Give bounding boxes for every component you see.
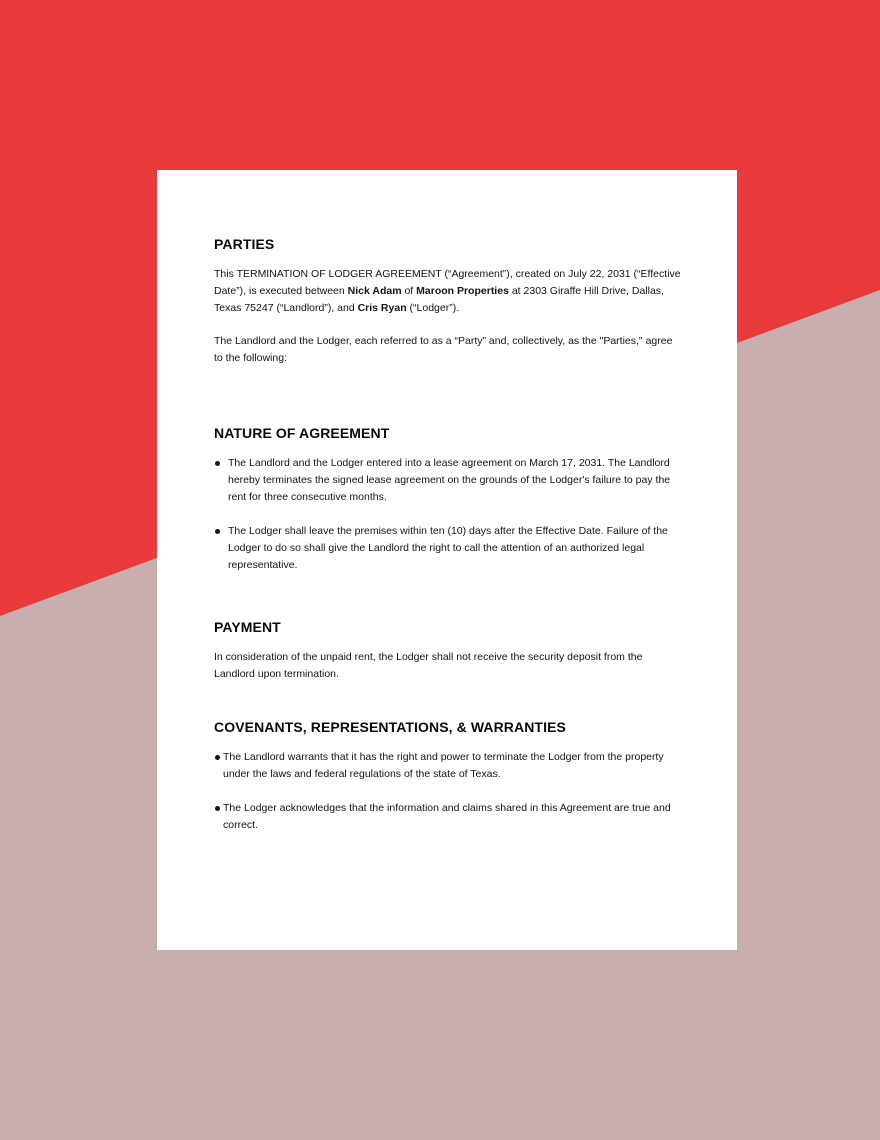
list-item: The Landlord and the Lodger entered into a lease agreement on March 17, 2031. The Landlord hereby terminates the signed lease agreement on the grounds of the Lodger's failure to pay the rent for three consecutive months.: [214, 455, 681, 506]
bullet-icon: [215, 461, 220, 466]
parties-heading: PARTIES: [214, 236, 275, 252]
company-name: Maroon Properties: [416, 285, 509, 297]
nature-list: [214, 455, 681, 574]
list-item: The Lodger shall leave the premises within ten (10) days after the Effective Date. Failure of the Lodger to do so shall give the Landlord the right to call the attention of an authorized legal representative.: [214, 523, 681, 574]
parties-intro-paragraph: This TERMINATION OF LODGER AGREEMENT (“Agreement”), created on July 22, 2031 (“Effective Date”), is executed between Nick Adam of Maroon Properties at 2303 Giraffe Hill Drive, Dallas, Texas 75247 (“Landlord”), and Cris Ryan (“Lodger”).: [214, 268, 681, 314]
nature-heading: NATURE OF AGREEMENT: [214, 425, 390, 441]
section-covenants: [214, 719, 681, 834]
list-item: The Landlord warrants that it has the right and power to terminate the Lodger from the property under the laws and federal regulations of the state of Texas.: [214, 749, 681, 783]
section-payment: [214, 619, 681, 683]
landlord-name: Nick Adam: [347, 285, 402, 297]
payment-heading: PAYMENT: [214, 619, 281, 635]
covenants-list: [214, 749, 681, 834]
parties-agreement-paragraph: The Landlord and the Lodger, each referred to as a “Party” and, collectively, as the "Parties," agree to the following:: [214, 335, 673, 364]
lodger-name: Cris Ryan: [357, 302, 407, 314]
bullet-icon: [215, 755, 220, 760]
section-nature-of-agreement: [214, 425, 681, 574]
payment-paragraph: In consideration of the unpaid rent, the Lodger shall not receive the security deposit from the Landlord upon termination.: [214, 651, 643, 680]
bullet-icon: [215, 806, 220, 811]
section-parties: [214, 236, 681, 367]
list-item: The Lodger acknowledges that the information and claims shared in this Agreement are true and correct.: [214, 800, 681, 834]
document-page: [157, 170, 737, 950]
covenants-heading: COVENANTS, REPRESENTATIONS, & WARRANTIES: [214, 719, 566, 735]
bullet-icon: [215, 529, 220, 534]
